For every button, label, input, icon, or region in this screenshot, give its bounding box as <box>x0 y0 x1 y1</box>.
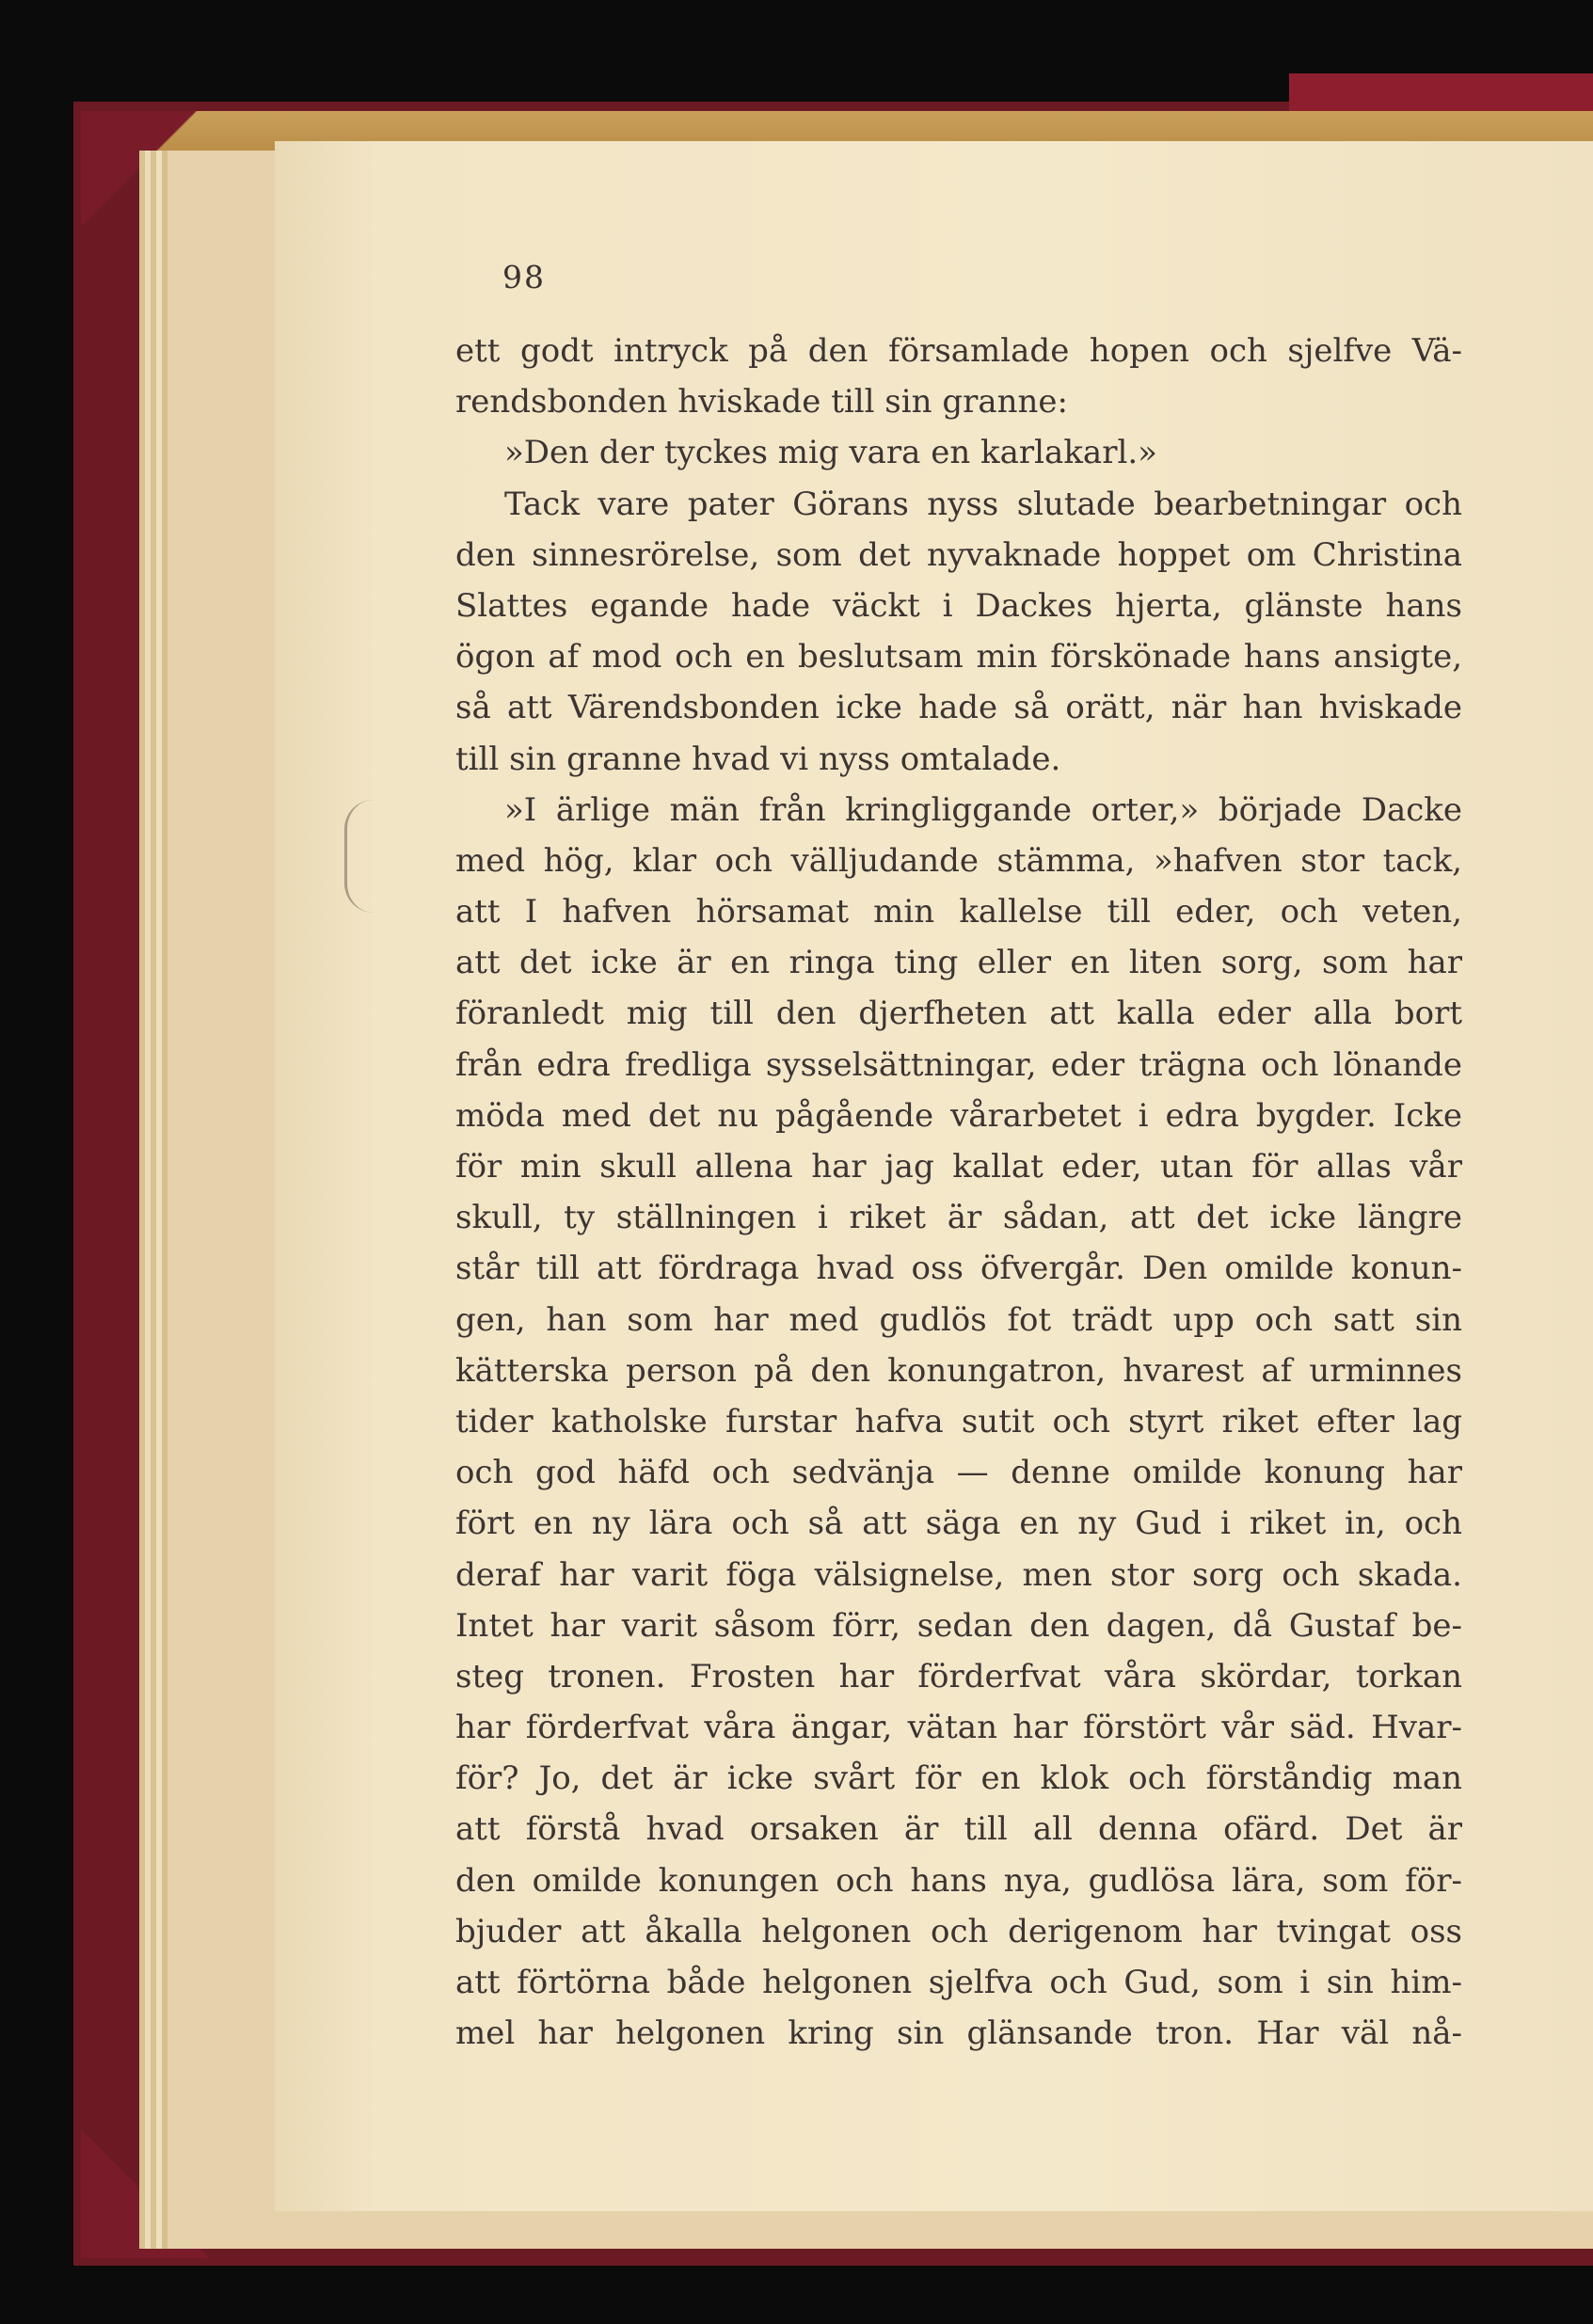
text-line: har förderfvat våra ängar, vätan har förstört vår säd. Hvar- <box>455 1709 1462 1747</box>
text-line: deraf har varit föga välsignelse, men stor sorg och skada. <box>455 1555 1462 1594</box>
text-line: Slattes egande hade väckt i Dackes hjerta, glänste hans <box>455 586 1462 625</box>
text-line: »Den der tyckes mig vara en karlakarl.» <box>504 434 1157 472</box>
text-line: ett godt intryck på den församlade hopen och sjelfve Vä- <box>455 332 1462 370</box>
text-line: den omilde konungen och hans nya, gudlösa lära, som för- <box>455 1861 1462 1900</box>
text-line: från edra fredliga sysselsättningar, eder trägna och lönande <box>455 1045 1462 1084</box>
text-line: tider katholske furstar hafva sutit och styrt riket efter lag <box>455 1402 1462 1441</box>
text-line: med hög, klar och välljudande stämma, »hafven stor tack, <box>455 841 1462 880</box>
text-line: mel har helgonen kring sin glänsande tron. Har väl nå- <box>455 2014 1462 2053</box>
text-line: så att Värendsbonden icke hade så orätt, när han hviskade <box>455 689 1462 727</box>
text-line: steg tronen. Frosten har förderfvat våra skördar, torkan <box>455 1657 1462 1695</box>
text-line: att förstå hvad orsaken är till all denna ofärd. Det är <box>455 1810 1462 1849</box>
text-line: föranledt mig till den djerfheten att kalla eder alla bort <box>455 995 1462 1033</box>
page-number: 98 <box>502 259 546 295</box>
text-line: Tack vare pater Görans nyss slutade bearbetningar och <box>504 485 1462 523</box>
text-line: för? Jo, det är icke svårt för en klok och förståndig man <box>455 1759 1462 1798</box>
margin-pencil-mark <box>344 800 374 913</box>
text-line: fört en ny lära och så att säga en ny Gud i riket in, och <box>455 1504 1462 1543</box>
text-line: gen, han som har med gudlös fot trädt upp och satt sin <box>455 1300 1462 1339</box>
text-line: möda med det nu pågående vårarbetet i edra bygder. Icke <box>455 1096 1462 1135</box>
text-line: kätterska person på den konungatron, hvarest af urminnes <box>455 1351 1462 1390</box>
text-line: till sin granne hvad vi nyss omtalade. <box>455 740 1061 778</box>
text-line: ögon af mod och en beslutsam min förskönade hans ansigte, <box>455 638 1462 677</box>
text-line: att I hafven hörsamat min kallelse till eder, och veten, <box>455 893 1462 931</box>
text-line: Intet har varit såsom förr, sedan den dagen, då Gustaf be- <box>455 1606 1462 1645</box>
text-line: den sinnesrörelse, som det nyvaknade hoppet om Christina <box>455 535 1462 574</box>
text-line: och god häfd och sedvänja — denne omilde konung har <box>455 1454 1462 1492</box>
page-text <box>455 326 1462 2059</box>
text-line: för min skull allena har jag kallat eder, utan för allas vår <box>455 1148 1462 1186</box>
text-line: rendsbonden hviskade till sin granne: <box>455 383 1068 422</box>
text-line: att förtörna både helgonen sjelfva och Gud, som i sin him- <box>455 1964 1462 2001</box>
text-line: »I ärlige män från kringliggande orter,» började Dacke <box>504 790 1462 829</box>
text-line: skull, ty ställningen i riket är sådan, att det icke längre <box>455 1199 1462 1237</box>
text-line: att det icke är en ringa ting eller en liten sorg, som har <box>455 944 1462 982</box>
text-line: står till att fördraga hvad oss öfvergår. Den omilde konun- <box>455 1250 1462 1288</box>
text-line: bjuder att åkalla helgonen och derigenom har tvingat oss <box>455 1912 1462 1950</box>
